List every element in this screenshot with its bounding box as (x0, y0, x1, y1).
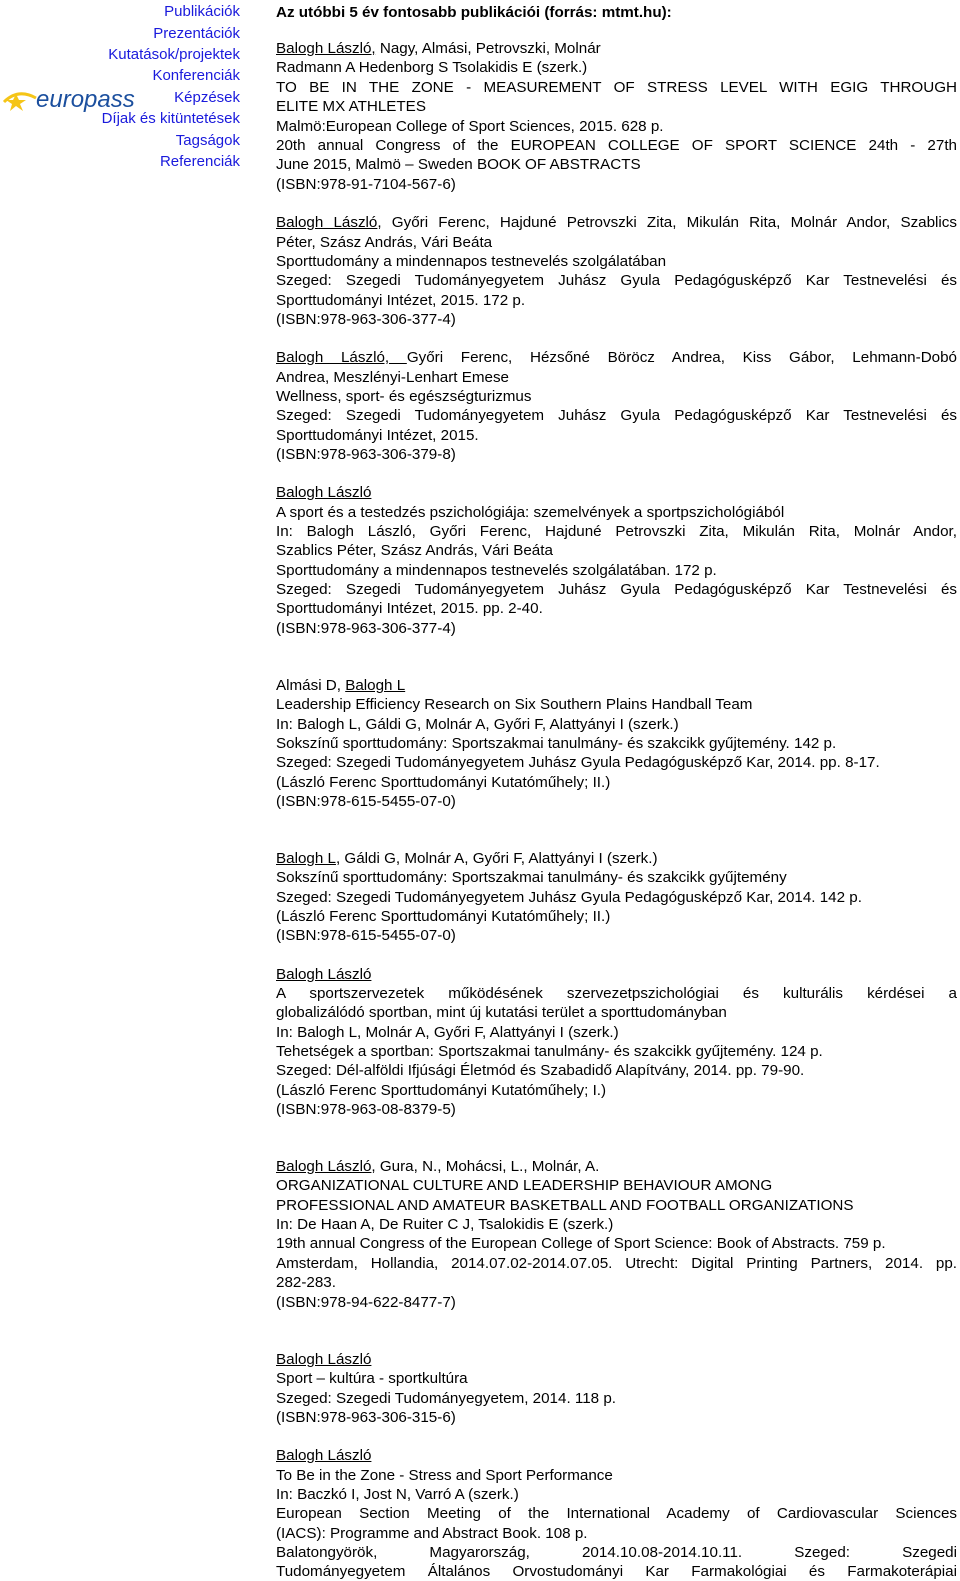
author-link[interactable]: Balogh László (276, 214, 378, 231)
nav-link-publikaciok[interactable]: Publikációk (164, 3, 240, 20)
text-line: Szablics Péter, Szász András, Vári Beáta (276, 542, 553, 559)
text-line: June 2015, Malmö – Sweden BOOK OF ABSTRACTS (276, 156, 641, 173)
text-line: ORGANIZATIONAL CULTURE AND LEADERSHIP BEHAVIOUR AMONG (276, 1177, 773, 1194)
text-line: In: Balogh L, Molnár A, Győri F, Alattyányi I (szerk.) (276, 1024, 619, 1041)
isbn: (ISBN:978-963-306-315-6) (276, 1409, 456, 1426)
text-line: Balatongyörök, Magyarország, 2014.10.08-2014.10.11. Szeged: Szegedi (276, 1544, 957, 1561)
text-line: Wellness, sport- és egészségturizmus (276, 388, 532, 405)
text-line: Sporttudományi Intézet, 2015. (276, 427, 479, 444)
text-line: European Section Meeting of the International Academy of Cardiovascular Sciences (276, 1505, 957, 1522)
isbn: (ISBN:978-615-5455-07-0) (276, 927, 456, 944)
nav-link-referenciak[interactable]: Referenciák (159, 153, 240, 170)
nav-link-kutatasok[interactable]: Kutatások/projektek (108, 46, 240, 63)
text-line: Tudományegyetem Általános Orvostudományi Kar Farmakológiai és Farmakoterápiai (276, 1563, 957, 1580)
nav-link-dijak[interactable]: Díjak és kitüntetések (101, 110, 240, 127)
text-line: 20th annual Congress of the EUROPEAN COLLEGE OF SPORT SCIENCE 24th - 27th (276, 137, 957, 154)
author-line: Balogh László, Nagy, Almási, Petrovszki, Molnár (276, 40, 601, 57)
author-link[interactable]: Balogh László (276, 1351, 372, 1368)
text-line: Szeged: Szegedi Tudományegyetem, 2014. 118 p. (276, 1390, 616, 1407)
text-line: A sportszervezetek működésének szervezetpszichológiai és kulturális kérdései a (276, 985, 957, 1002)
text-line: Szeged: Szegedi Tudományegyetem Juhász Gyula Pedagógusképző Kar, 2014. 142 p. (276, 889, 862, 906)
text-line: To Be in the Zone - Stress and Sport Performance (276, 1467, 613, 1484)
author-link[interactable]: Balogh László, (276, 40, 376, 57)
text-line: 282-283. (276, 1274, 336, 1291)
text-line: A sport és a testedzés pszichológiája: szemelvények a sportpszichológiából (276, 504, 785, 521)
nav-link-tagsagok[interactable]: Tagságok (175, 132, 240, 149)
isbn: (ISBN:978-963-306-377-4) (276, 620, 456, 637)
text-line: (IACS): Programme and Abstract Book. 108 p. (276, 1525, 588, 1542)
author-line: Balogh László, Győri Ferenc, Hajduné Petrovszki Zita, Mikulán Rita, Molnár Andor, Szablics (276, 214, 957, 231)
isbn: (ISBN:978-91-7104-567-6) (276, 176, 456, 193)
text-line: Sporttudományi Intézet, 2015. pp. 2-40. (276, 600, 543, 617)
author-link[interactable]: Balogh László (276, 1447, 372, 1464)
text-line: Leadership Efficiency Research on Six Southern Plains Handball Team (276, 696, 753, 713)
text-line: Sporttudomány a mindennapos testnevelés szolgálatában. 172 p. (276, 562, 717, 579)
author-link[interactable]: Balogh László (276, 484, 372, 501)
text-line: Amsterdam, Hollandia, 2014.07.02-2014.07.05. Utrecht: Digital Printing Partners, 2014. pp. (276, 1255, 957, 1272)
author-line: Balogh László, Gura, N., Mohácsi, L., Molnár, A. (276, 1158, 600, 1175)
text-line: ELITE MX ATHLETES (276, 98, 426, 115)
text-line: Sokszínű sporttudomány: Sportszakmai tanulmány- és szakcikk gyűjtemény. 142 p. (276, 735, 837, 752)
author-link[interactable]: Balogh L (276, 850, 336, 867)
text-line: Szeged: Szegedi Tudományegyetem Juhász Gyula Pedagógusképző Kar Testnevelési és (276, 581, 957, 598)
text-line: Malmö:European College of Sport Sciences, 2015. 628 p. (276, 118, 664, 135)
text-line: Szeged: Szegedi Tudományegyetem Juhász Gyula Pedagógusképző Kar Testnevelési és (276, 272, 957, 289)
text-line: In: Baczkó I, Jost N, Varró A (szerk.) (276, 1486, 519, 1503)
text-line: Sport – kultúra - sportkultúra (276, 1370, 468, 1387)
isbn: (ISBN:978-615-5455-07-0) (276, 793, 456, 810)
text-line: Sporttudomány a mindennapos testnevelés szolgálatában (276, 253, 667, 270)
page-heading: Az utóbbi 5 év fontosabb publikációi (forrás: mtmt.hu): (276, 4, 672, 21)
author-line: Balogh L, Gáldi G, Molnár A, Győri F, Alattyányi I (szerk.) (276, 850, 658, 867)
text-line: globalizálódó sportban, mint új kutatási terület a sporttudományban (276, 1004, 727, 1021)
nav-link-kepzesek[interactable]: Képzések (174, 89, 240, 106)
star-swoosh-icon (4, 94, 36, 111)
isbn: (ISBN:978-963-08-8379-5) (276, 1101, 456, 1118)
text-line: In: De Haan A, De Ruiter C J, Tsalokidis E (szerk.) (276, 1216, 614, 1233)
text-line: Péter, Szász András, Vári Beáta (276, 234, 493, 251)
text-line: (László Ferenc Sporttudományi Kutatóműhely; I.) (276, 1082, 607, 1099)
text-line: Radmann A Hedenborg S Tsolakidis E (szerk.) (276, 59, 588, 76)
text-line: Szeged: Szegedi Tudományegyetem Juhász Gyula Pedagógusképző Kar Testnevelési és (276, 407, 957, 424)
author-link[interactable]: Balogh László (276, 1158, 372, 1175)
logo-text: europass (36, 86, 135, 113)
text-line: 19th annual Congress of the European College of Sport Science: Book of Abstracts. 759 p. (276, 1235, 886, 1252)
text-line: In: Balogh L, Gáldi G, Molnár A, Győri F, Alattyányi I (szerk.) (276, 716, 679, 733)
author-link[interactable]: Balogh László (276, 966, 372, 983)
text-line: Tehetségek a sportban: Sportszakmai tanulmány- és szakcikk gyűjtemény. 124 p. (276, 1043, 823, 1060)
nav-link-prezentaciok[interactable]: Prezentációk (153, 25, 240, 42)
text-line: Sokszínű sporttudomány: Sportszakmai tanulmány- és szakcikk gyűjtemény (276, 869, 787, 886)
isbn: (ISBN:978-963-306-377-4) (276, 311, 456, 328)
nav-link-konferenciak[interactable]: Konferenciák (152, 67, 240, 84)
isbn: (ISBN:978-963-306-379-8) (276, 446, 456, 463)
text-line: Szeged: Szegedi Tudományegyetem Juhász Gyula Pedagógusképző Kar, 2014. pp. 8-17. (276, 754, 880, 771)
text-line: PROFESSIONAL AND AMATEUR BASKETBALL AND FOOTBALL ORGANIZATIONS (276, 1197, 854, 1214)
author-line: Balogh László, Győri Ferenc, Hézsőné Böröcz Andrea, Kiss Gábor, Lehmann-Dobó (276, 349, 957, 366)
text-line: (László Ferenc Sporttudományi Kutatóműhely; II.) (276, 774, 611, 791)
text-line: (László Ferenc Sporttudományi Kutatóműhely; II.) (276, 908, 611, 925)
text-line: Andrea, Meszlényi-Lenhart Emese (276, 369, 509, 386)
text-line: Szeged: Dél-alföldi Ifjúsági Életmód és Szabadidő Alapítvány, 2014. pp. 79-90. (276, 1062, 805, 1079)
text-line: Sporttudományi Intézet, 2015. 172 p. (276, 292, 526, 309)
isbn: (ISBN:978-94-622-8477-7) (276, 1294, 456, 1311)
author-line: Almási D, Balogh L (276, 677, 406, 694)
text-line: TO BE IN THE ZONE - MEASUREMENT OF STRESS LEVEL WITH EGIG THROUGH (276, 79, 957, 96)
author-link[interactable]: Balogh L (345, 677, 406, 694)
text-line: In: Balogh László, Győri Ferenc, Hajduné Petrovszki Zita, Mikulán Rita, Molnár Andor, (276, 523, 957, 540)
author-link[interactable]: Balogh László, (276, 349, 407, 366)
europass-logo (0, 80, 150, 120)
